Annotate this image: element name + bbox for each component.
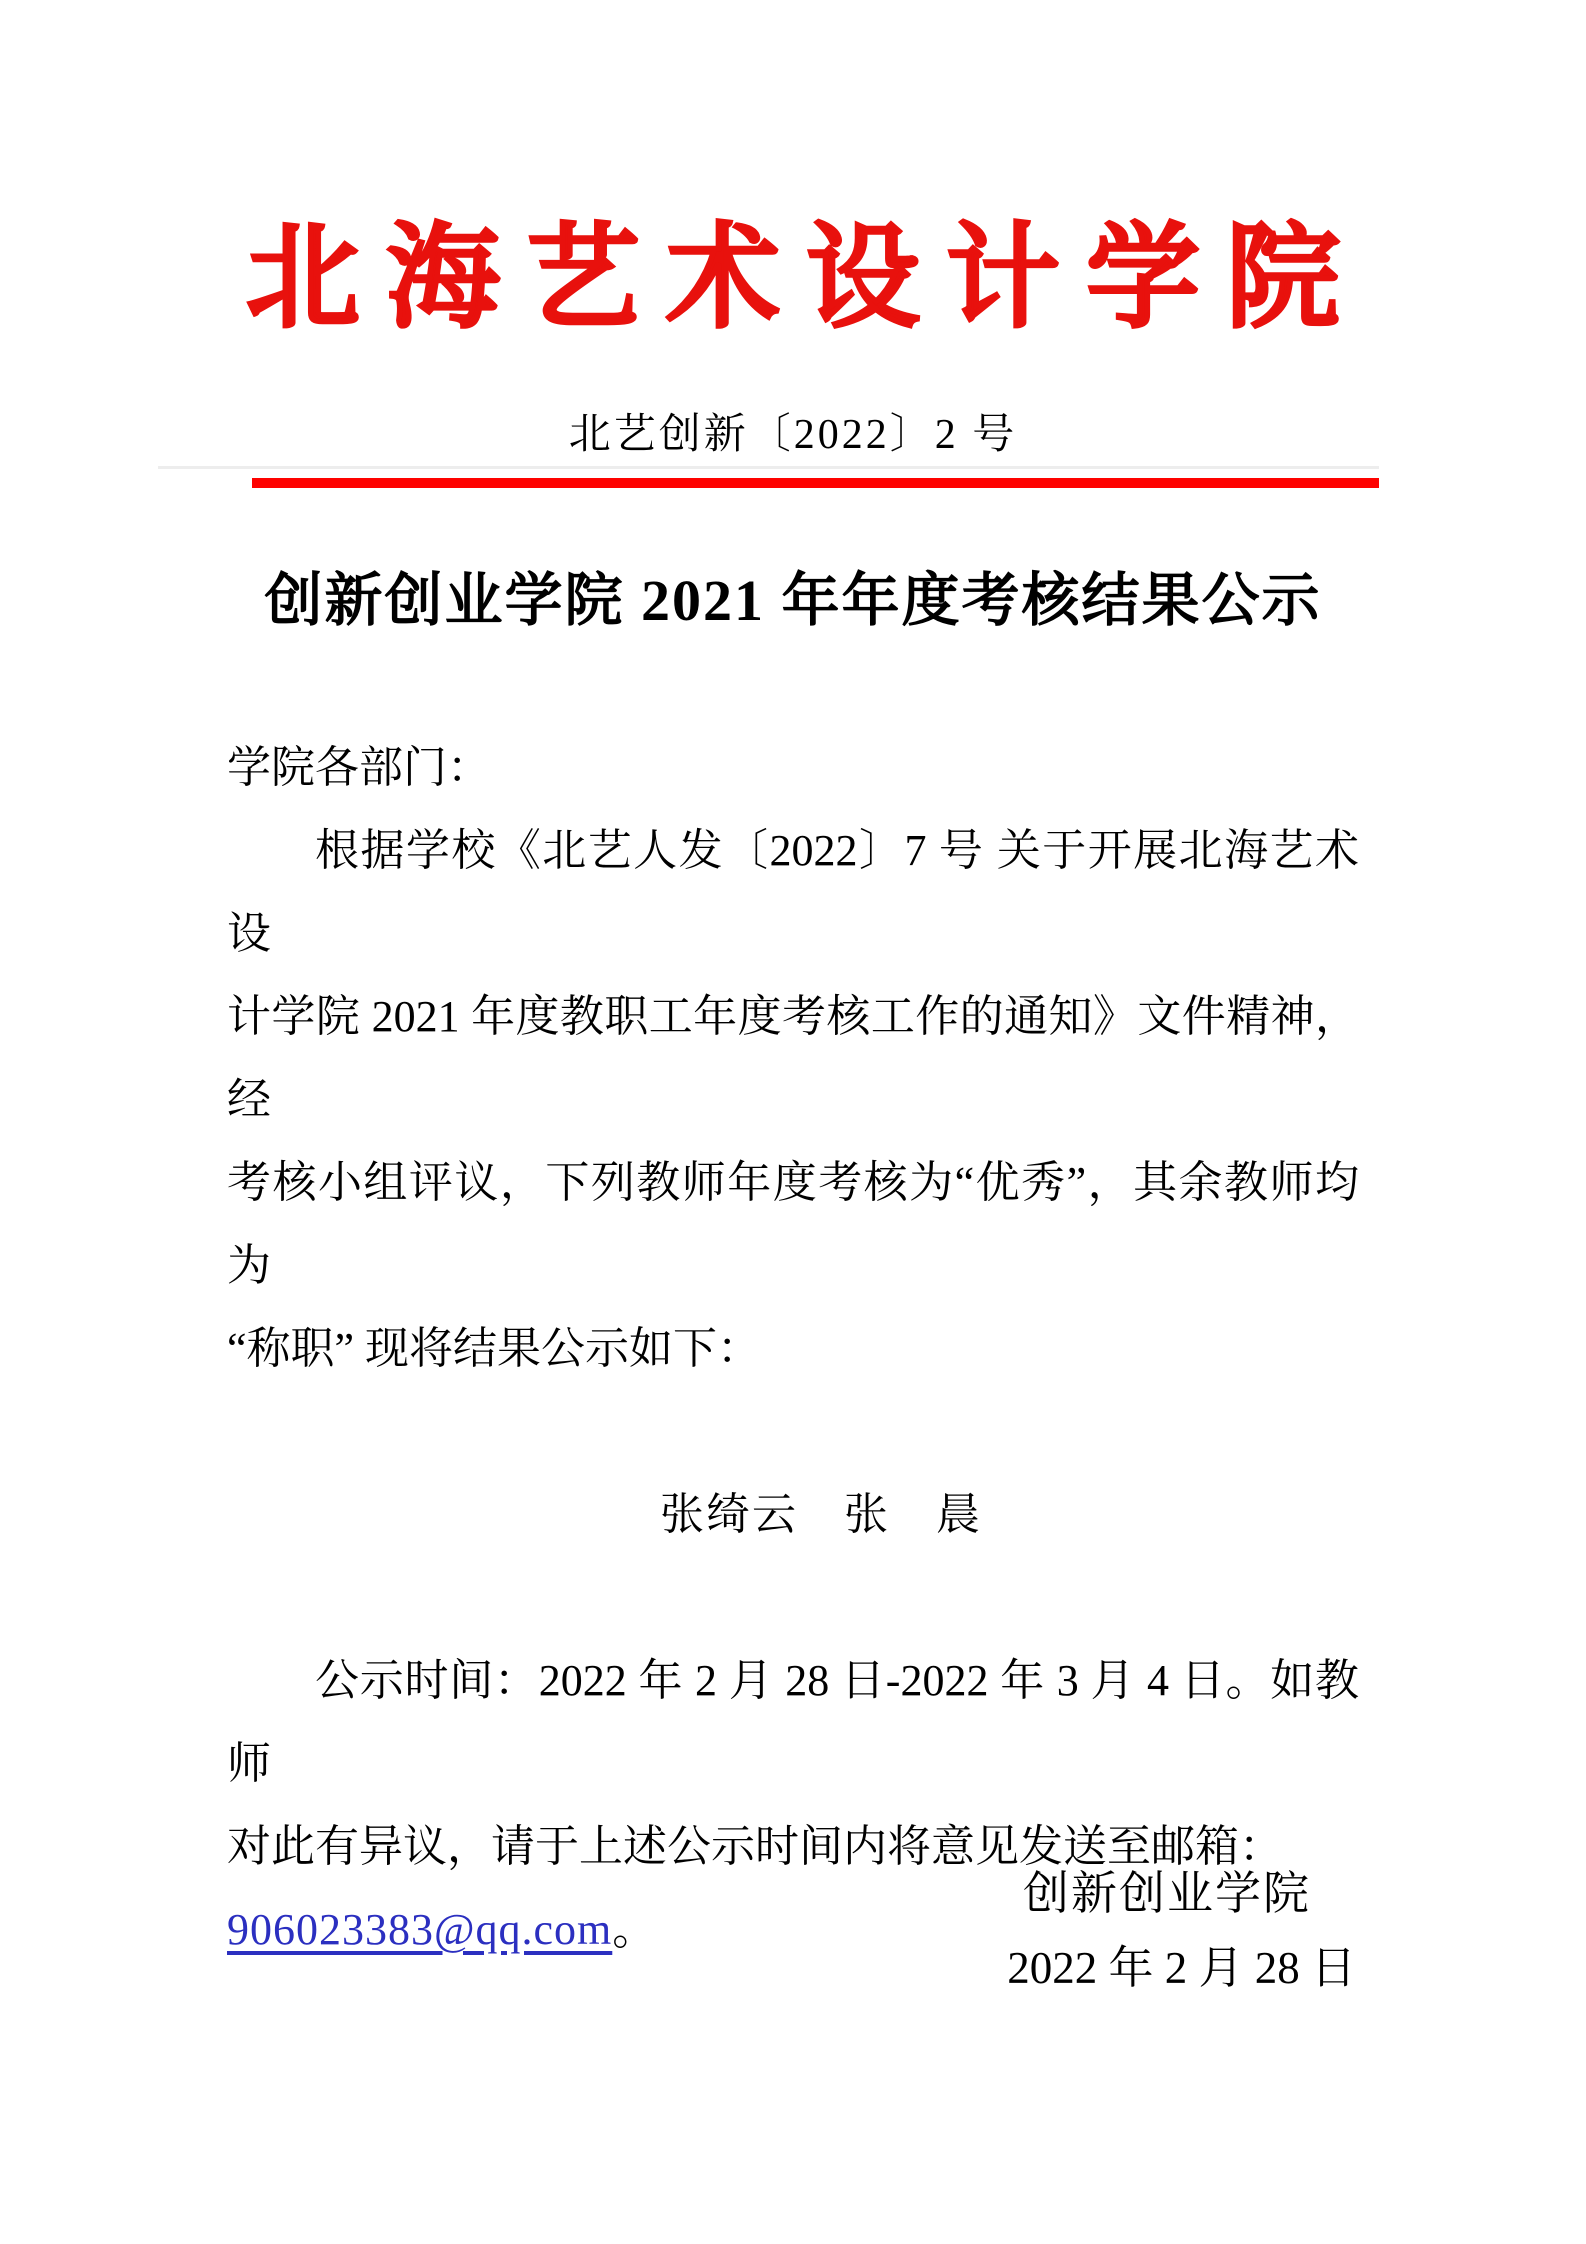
body-line-4: “称职” 现将结果公示如下： <box>227 1324 762 1373</box>
document-body <box>227 726 1359 1971</box>
notice-line-1: 公示时间：2022 年 2 月 28 日-2022 年 3 月 4 日。如教师 <box>227 1656 1359 1788</box>
institution-name: 北海艺术设计学院 <box>245 215 1366 342</box>
red-divider-line <box>252 478 1379 488</box>
divider-shadow-line <box>158 466 1379 469</box>
blank-line <box>227 1390 1359 1473</box>
signature-date: 2022 年 2 月 28 日 <box>1007 1943 1356 1993</box>
body-line-2: 计学院 2021 年度教职工年度考核工作的通知》文件精神，经 <box>227 992 1359 1124</box>
email-period: 。 <box>612 1905 657 1954</box>
body-line-1: 根据学校《北艺人发〔2022〕7 号 关于开展北海艺术设 <box>227 826 1359 958</box>
body-line-3: 考核小组评议，下列教师年度考核为“优秀”，其余教师均为 <box>227 1158 1359 1290</box>
document-number: 北艺创新〔2022〕2 号 <box>568 412 1018 458</box>
signature-department: 创新创业学院 <box>1023 1868 1311 1919</box>
notice-line-2: 对此有异议，请于上述公示时间内将意见发送至邮箱： <box>227 1822 1283 1871</box>
blank-line <box>227 1556 1359 1639</box>
document-title: 创新创业学院 2021 年年度考核结果公示 <box>264 568 1322 633</box>
email-link[interactable]: 906023383@qq.com <box>227 1905 613 1954</box>
salutation: 学院各部门： <box>227 743 491 792</box>
honorees-names: 张绮云 张 晨 <box>660 1490 982 1539</box>
